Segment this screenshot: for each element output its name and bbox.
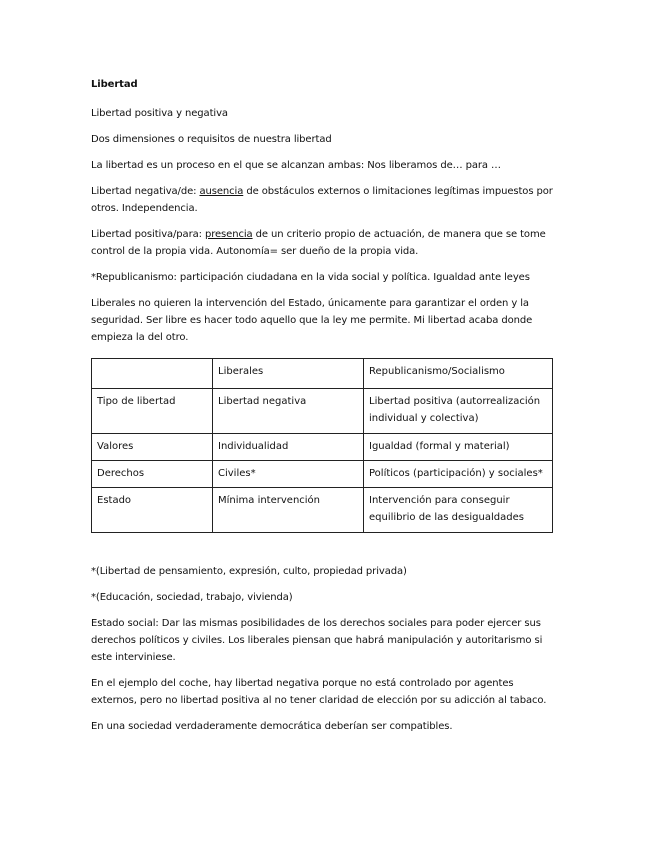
table-cell: Igualdad (formal y material) xyxy=(364,434,553,461)
negative-liberty-text: de obstáculos externos o limitaciones legítimas impuestos por otros. Independencia. xyxy=(91,186,553,214)
table-row xyxy=(92,461,553,488)
paragraph-dimensions: Dos dimensiones o requisitos de nuestra libertad xyxy=(91,134,332,145)
paragraph-subtitle: Libertad positiva y negativa xyxy=(91,108,228,119)
table-cell: Estado xyxy=(92,488,213,533)
table-header-cell: Republicanismo/Socialismo xyxy=(364,359,553,389)
footnote-civil-rights: *(Libertad de pensamiento, expresión, culto, propiedad privada) xyxy=(91,566,407,577)
negative-liberty-label: Libertad negativa/de: xyxy=(91,186,200,197)
paragraph-republicanism: *Republicanismo: participación ciudadana en la vida social y política. Igualdad ante leyes xyxy=(91,272,530,283)
table-row xyxy=(92,488,553,533)
table-row xyxy=(92,389,553,434)
table-header-cell xyxy=(92,359,213,389)
table-cell: Libertad positiva (autorrealización individual y colectiva) xyxy=(364,389,553,434)
table-cell: Derechos xyxy=(92,461,213,488)
negative-liberty-keyword: ausencia xyxy=(199,186,244,197)
paragraph-car-example: En el ejemplo del coche, hay libertad negativa porque no está controlado por agentes externos, pero no libertad positiva al no tener claridad de elección por su adicción al tabaco. xyxy=(91,678,547,706)
table-cell: Tipo de libertad xyxy=(92,389,213,434)
table-header-cell: Liberales xyxy=(213,359,364,389)
paragraph-liberals: Liberales no quieren la intervención del Estado, únicamente para garantizar el orden y la seguridad. Ser libre es hacer todo aquello que la ley me permite. Mi libertad acaba donde empieza la del otro. xyxy=(91,298,533,343)
paragraph-negative-liberty xyxy=(91,183,561,217)
table-cell: Valores xyxy=(92,434,213,461)
table-cell: Civiles* xyxy=(213,461,364,488)
paragraph-social-state: Estado social: Dar las mismas posibilidades de los derechos sociales para poder ejercer sus derechos políticos y civiles. Los liberales piensan que habrá manipulación y autoritarismo si este interviniese. xyxy=(91,618,543,663)
footnote-social-rights: *(Educación, sociedad, trabajo, vivienda) xyxy=(91,592,293,603)
positive-liberty-label: Libertad positiva/para: xyxy=(91,229,205,240)
comparison-table xyxy=(91,358,553,533)
table-row xyxy=(92,434,553,461)
table-cell: Individualidad xyxy=(213,434,364,461)
paragraph-process: La libertad es un proceso en el que se alcanzan ambas: Nos liberamos de… para … xyxy=(91,160,501,171)
doc-title: Libertad xyxy=(91,79,138,90)
document-page xyxy=(91,76,561,744)
table-cell: Políticos (participación) y sociales* xyxy=(364,461,553,488)
table-cell: Mínima intervención xyxy=(213,488,364,533)
positive-liberty-text: de un criterio propio de actuación, de manera que se tome control de la propia vida. Autonomía= ser dueño de la propia vida. xyxy=(91,229,546,257)
paragraph-conclusion: En una sociedad verdaderamente democrática deberían ser compatibles. xyxy=(91,721,453,732)
table-header-row xyxy=(92,359,553,389)
table-cell: Libertad negativa xyxy=(213,389,364,434)
positive-liberty-keyword: presencia xyxy=(204,229,253,240)
paragraph-positive-liberty xyxy=(91,226,561,260)
table-cell: Intervención para conseguir equilibrio de las desigualdades xyxy=(364,488,553,533)
